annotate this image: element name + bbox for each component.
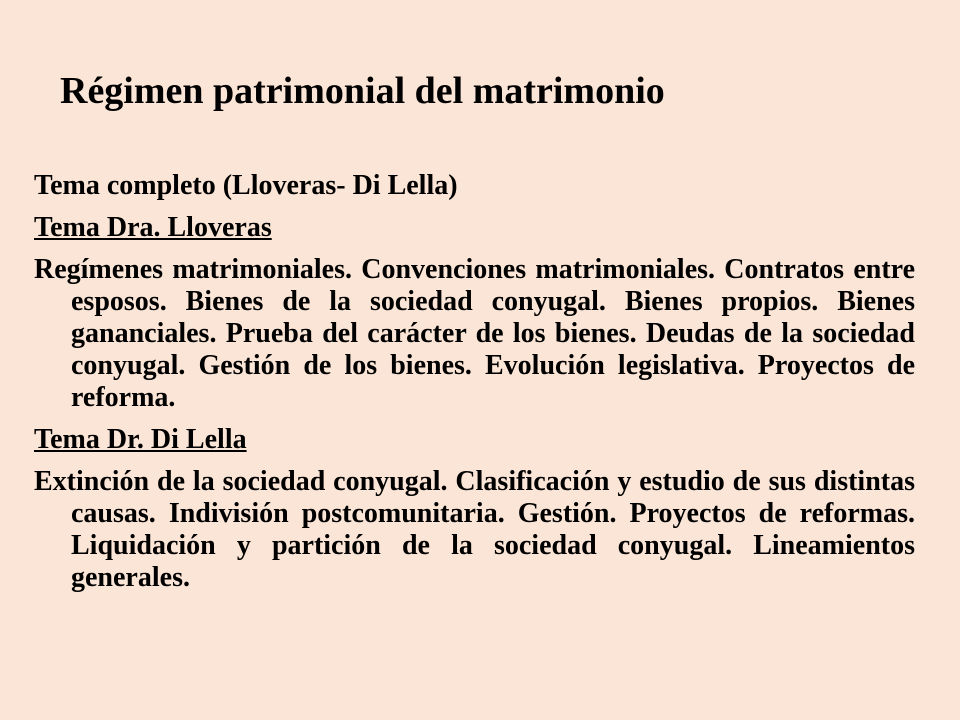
lloveras-topic-heading: Tema Dra. Lloveras [34,212,272,243]
lloveras-topic-text: Regímenes matrimoniales. Convenciones matrimoniales. Contratos entre esposos. Bienes de la sociedad conyugal. Bienes propios. Bienes gananciales. Prueba del carácter de los bienes. Deudas de la sociedad conyugal. Gestión de los bienes. Evolución legislativa. Proyectos de reforma. [34,254,915,413]
dilella-topic-text: Extinción de la sociedad conyugal. Clasificación y estudio de sus distintas causas. Indivisión postcomunitaria. Gestión. Proyectos de reformas. Liquidación y partición de la sociedad conyugal. Lineamientos generales. [34,466,915,593]
dilella-topic-heading: Tema Dr. Di Lella [34,424,247,455]
full-topic-heading: Tema completo (Lloveras- Di Lella) [34,170,458,201]
slide-title: Régimen patrimonial del matrimonio [60,70,665,112]
slide-content [34,170,915,604]
